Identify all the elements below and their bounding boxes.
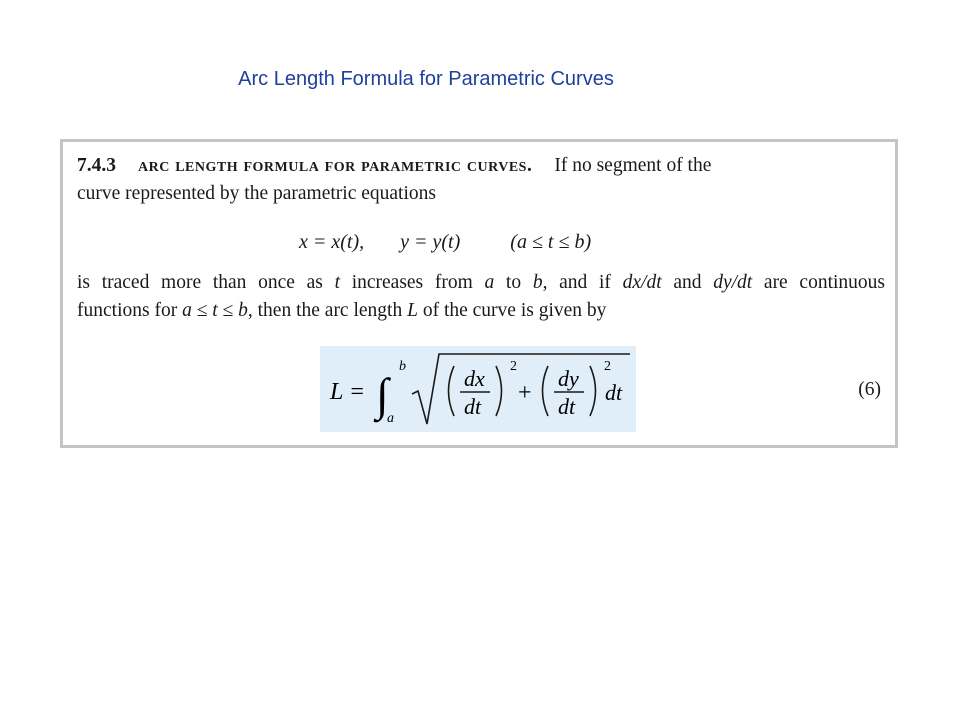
var-t: t: [334, 272, 340, 293]
formula-lhs: L =: [330, 379, 366, 405]
exponent-2: 2: [510, 359, 517, 374]
text-fragment: functions for: [77, 300, 183, 321]
text-fragment: increases from: [339, 272, 485, 293]
integral-lower-limit: a: [387, 411, 394, 426]
theorem-line-2: curve represented by the parametric equations: [77, 183, 436, 204]
var-a: a: [484, 272, 495, 293]
numerator-dy: dy: [558, 366, 579, 391]
integral-sign-icon: ∫: [376, 369, 389, 420]
text-fragment: are continuous: [752, 272, 885, 293]
theorem-line-3: [77, 271, 885, 295]
x-equation: x = x(t),: [299, 231, 365, 253]
text-fragment: , and if: [542, 272, 623, 293]
denominator-dt: dt: [558, 394, 576, 419]
theorem-box: [60, 139, 898, 448]
parameter-condition: (a ≤ t ≤ b): [510, 231, 592, 253]
text-fragment: to: [494, 272, 533, 293]
y-equation: y = y(t): [400, 231, 461, 253]
text-fragment: of the curve is given by: [417, 300, 607, 321]
numerator-dx: dx: [464, 366, 485, 391]
differential-dt: dt: [605, 380, 623, 405]
theorem-line-1-tail: If no segment of the: [554, 155, 712, 176]
denominator-dt: dt: [464, 394, 482, 419]
text-fragment: and: [661, 272, 714, 293]
theorem-heading: arc length formula for parametric curves.: [138, 155, 533, 176]
arc-length-formula: [320, 346, 636, 432]
var-L: L: [407, 300, 418, 321]
left-paren-icon: [543, 366, 549, 416]
var-b: b: [532, 272, 543, 293]
interval-condition: a ≤ t ≤ b: [182, 300, 248, 321]
exponent-2: 2: [604, 359, 611, 374]
integral-upper-limit: b: [399, 359, 406, 374]
text-fragment: is traced more than once as: [77, 272, 335, 293]
right-paren-icon: [590, 366, 596, 416]
derivative-dydt: dy/dt: [713, 272, 753, 293]
theorem-line-1: [77, 154, 885, 178]
text-fragment: , then the arc length: [247, 300, 408, 321]
left-paren-icon: [449, 366, 455, 416]
derivative-dxdt: dx/dt: [622, 272, 662, 293]
plus-sign: +: [518, 380, 532, 406]
slide-title: Arc Length Formula for Parametric Curves: [238, 68, 614, 90]
equation-number: (6): [858, 379, 881, 400]
theorem-number: 7.4.3: [77, 155, 116, 176]
right-paren-icon: [496, 366, 502, 416]
theorem-line-4: [77, 299, 885, 323]
